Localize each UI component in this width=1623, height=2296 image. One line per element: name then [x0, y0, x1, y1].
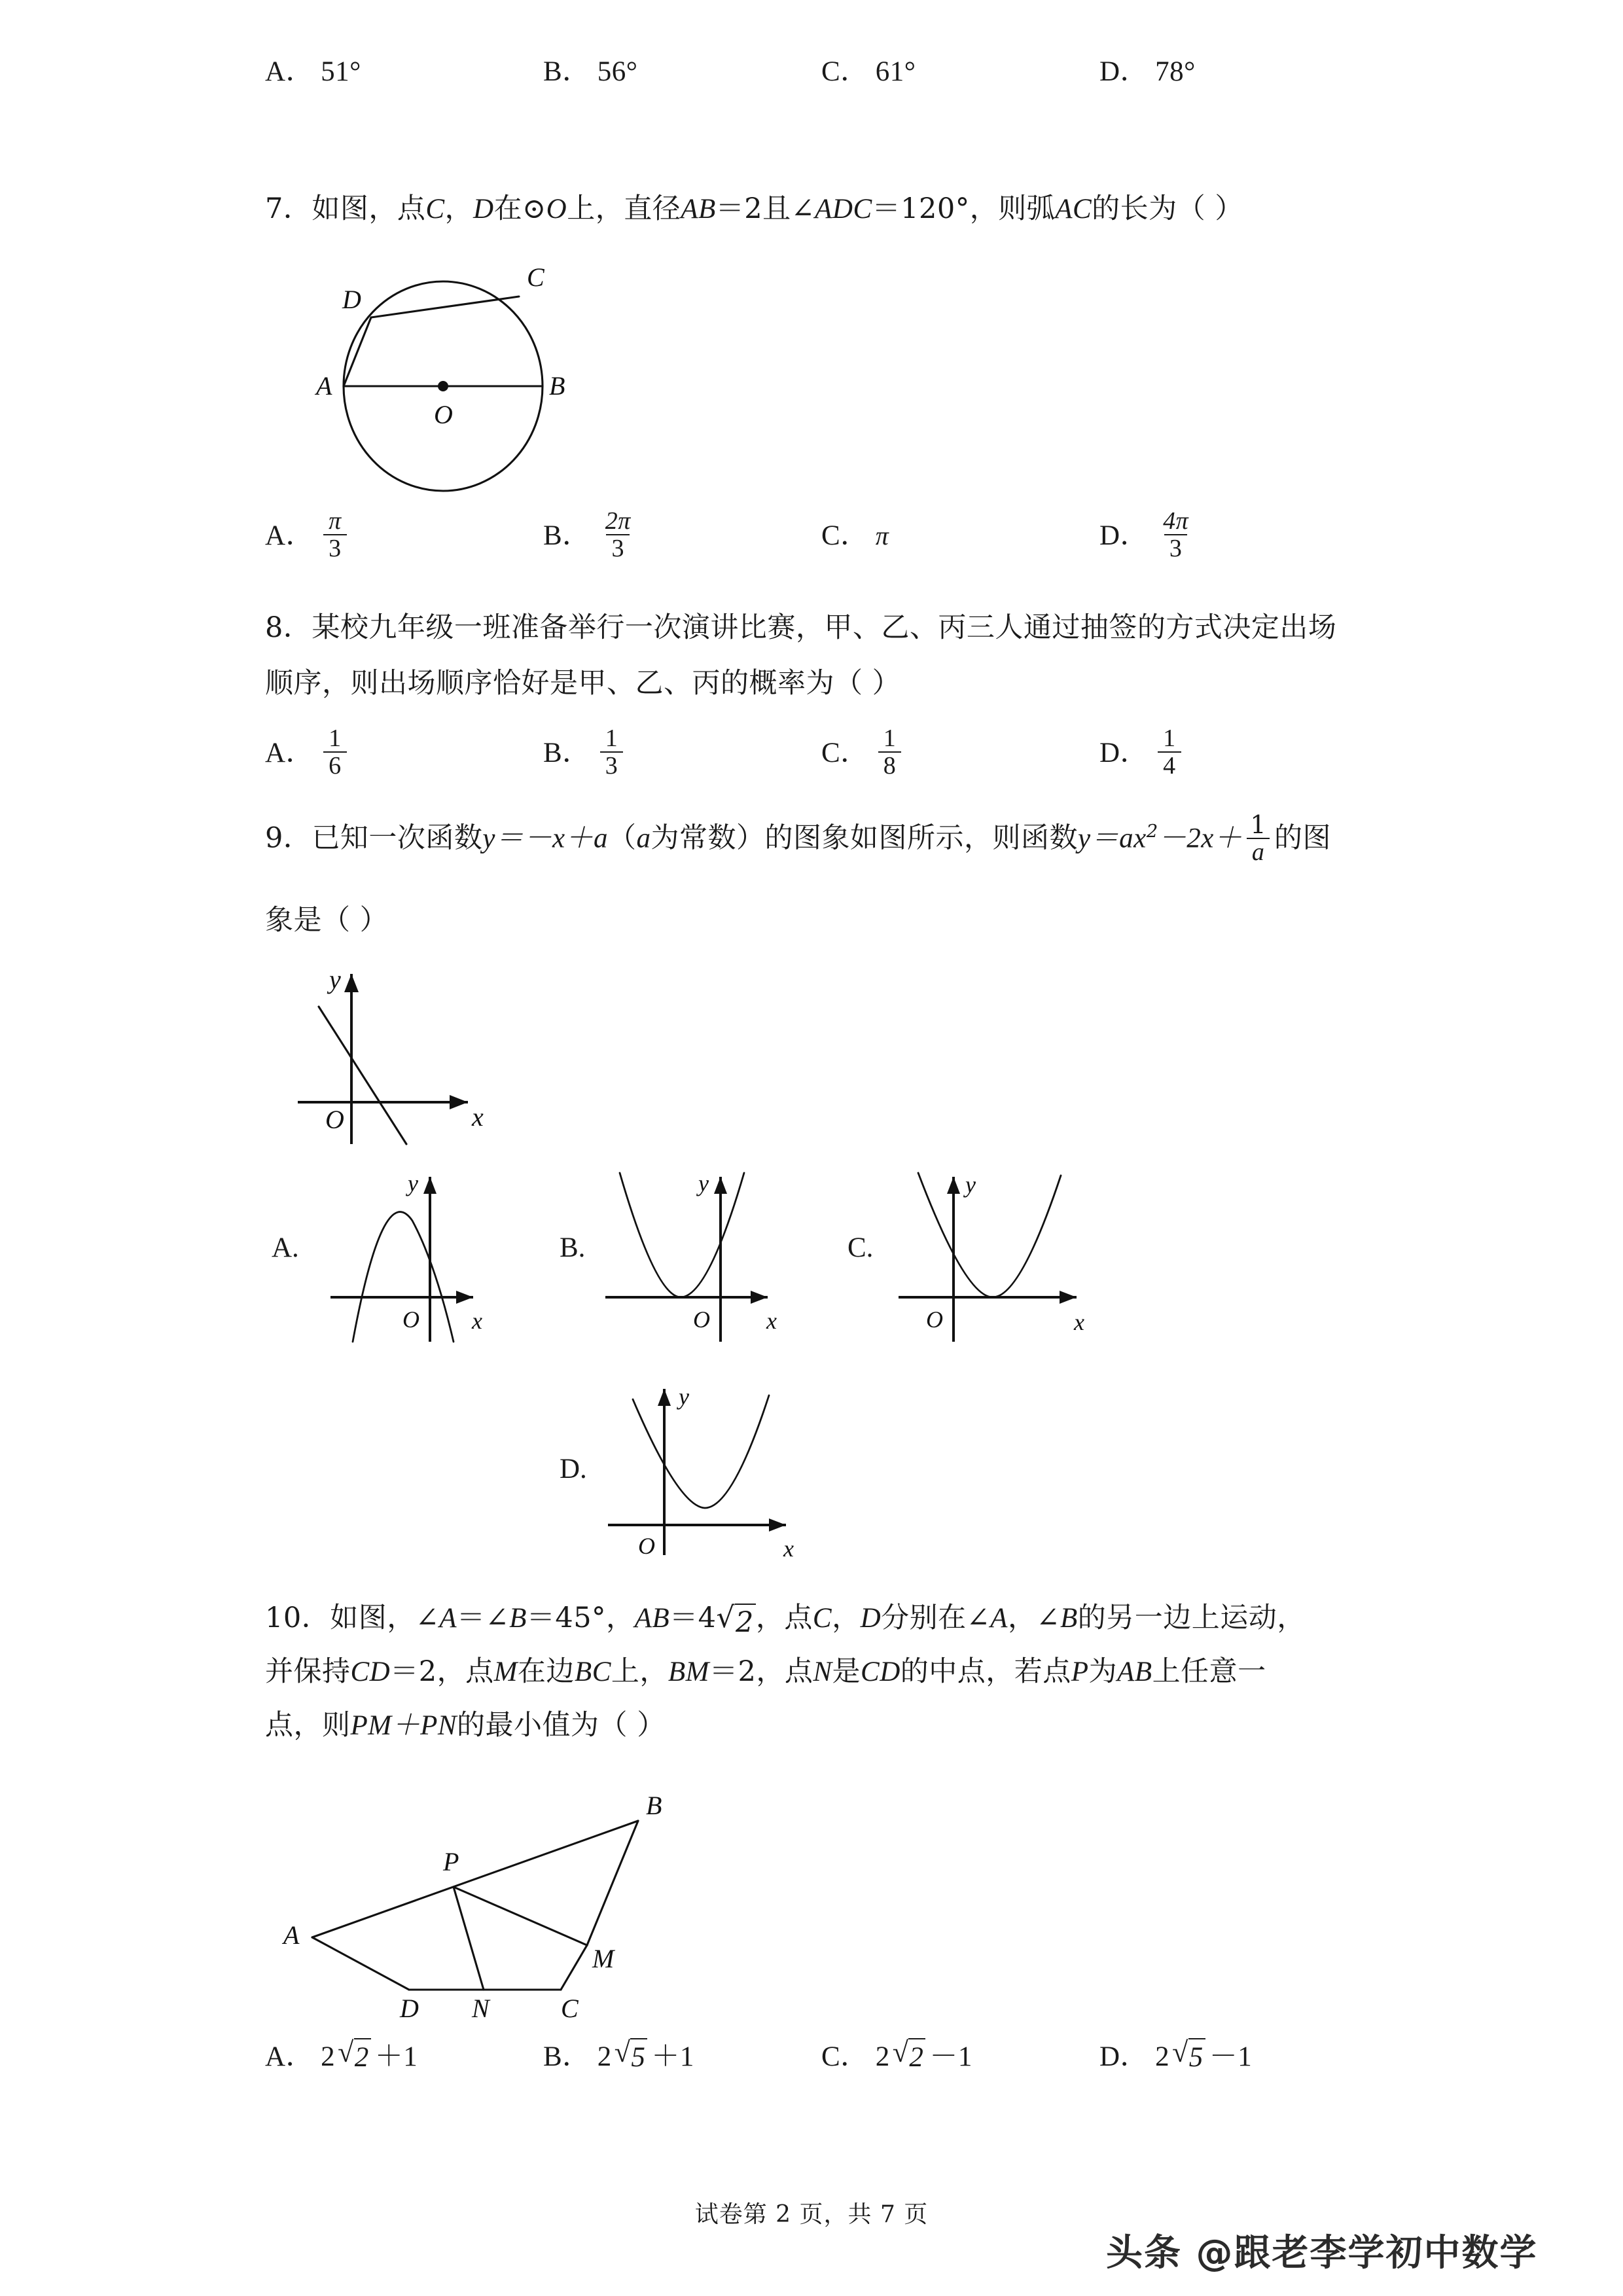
q8-option-c-denominator: 8 [878, 751, 902, 779]
q8-stem-text2: 顺序，则出场顺序恰好是甲、乙、丙的概率为（ ） [265, 667, 901, 700]
q10-option-c-tail: －1 [929, 2041, 972, 2072]
q10-sqrt-2 [716, 1601, 755, 1641]
q9-option-c-origin-label: O [926, 1306, 943, 1333]
q8-number: 8． [265, 611, 312, 644]
q9-stem-part4: 的图 [1274, 821, 1331, 855]
q10-l2-eq1: ＝2，点 [390, 1655, 494, 1688]
q10-option-c-coefficient: 2 [875, 2041, 890, 2072]
q10-seg-ab: AB [634, 1603, 670, 1634]
q6-option-a-label: A． [265, 56, 315, 87]
q7-point-d: D [473, 194, 494, 224]
q10-label-A: A [283, 1920, 300, 1950]
q7-options-row [265, 509, 1378, 564]
q7-option-b-fraction [600, 508, 636, 562]
q6-option-b-label: B． [543, 56, 591, 87]
q9-given-x-label: x [472, 1102, 484, 1132]
q10-point-m: M [493, 1657, 518, 1687]
q9-option-a-origin-label: O [402, 1306, 419, 1333]
q9-option-d-y-label: y [679, 1384, 689, 1410]
q8-stem-text1: 某校九年级一班准备举行一次演讲比赛，甲、乙、丙三人通过抽签的方式决定出场 [312, 611, 1337, 644]
q10-option-a-tail: ＋1 [374, 2041, 418, 2072]
q9-given-graph [278, 948, 540, 1151]
q10-option-d[interactable] [1099, 2034, 1378, 2080]
q8-option-a-label: A． [265, 738, 315, 769]
q7-figure [272, 245, 638, 501]
q8-option-c-label: C． [821, 738, 869, 769]
q8-option-c-numerator: 1 [883, 725, 897, 752]
q9-given-y-label: y [329, 965, 341, 994]
q7-stem-part5: 且∠ [762, 192, 815, 225]
q7-stem-part6: ，则弧 [969, 192, 1056, 225]
q10-seg-bc: BC [574, 1657, 611, 1687]
q10-point-n: N [813, 1657, 832, 1687]
q10-l1-part6: 的另一边上运动， [1077, 1602, 1306, 1634]
q8-option-b-denominator: 3 [600, 751, 624, 779]
q7-label-C: C [527, 262, 544, 292]
q10-point-p: P [1071, 1657, 1089, 1687]
q10-label-D: D [400, 1994, 419, 2023]
q7-val-120: 120° [901, 192, 970, 225]
q6-option-d-value: 78° [1155, 56, 1196, 87]
q7-option-b-denominator: 3 [606, 534, 630, 562]
q10-seg-cd2: CD [861, 1657, 901, 1687]
q10-label-B: B [646, 1791, 662, 1820]
q9-option-b-origin-label: O [693, 1306, 710, 1333]
q7-option-d-numerator: 4π [1163, 507, 1189, 535]
q7-option-c-label: C． [821, 520, 869, 552]
q7-stem-part1: 如图，点 [312, 192, 426, 225]
q8-option-d-label: D． [1099, 738, 1149, 769]
q6-option-c-label: C． [821, 56, 869, 87]
q10-option-c-radical-sign: √ [892, 2036, 909, 2069]
q10-option-b-tail: ＋1 [651, 2041, 694, 2072]
q7-point-c: C [425, 194, 445, 224]
q7-val-2: 2 [744, 192, 763, 225]
q9-stem-line2 [265, 898, 388, 944]
q10-option-b-coefficient: 2 [597, 2041, 612, 2072]
q10-l1-part5: ，∠ [1007, 1602, 1060, 1634]
q10-l1-part4: 分别在∠ [881, 1602, 991, 1634]
q6-option-b-value: 56° [597, 56, 638, 87]
q10-option-d-radical-sign: √ [1172, 2036, 1188, 2069]
q10-l3-part2: 的最小值为（ ） [457, 1709, 666, 1742]
q7-option-d-label: D． [1099, 520, 1149, 552]
q9-quad-fraction [1245, 812, 1272, 866]
q7-option-b-label: B． [543, 520, 591, 552]
q6-option-a[interactable] [265, 49, 543, 95]
page-footer: 试卷第 2 页，共 7 页 [694, 2201, 929, 2228]
q10-option-a-coefficient: 2 [321, 2041, 336, 2072]
q10-option-a-sqrt [338, 2038, 371, 2075]
q9-option-c-label: C. [847, 1232, 874, 1263]
q10-option-b-radical-sign: √ [614, 2036, 631, 2069]
q10-radical-sign: √ [716, 1601, 736, 1634]
q9-quad-exponent: 2 [1146, 820, 1158, 842]
q10-l2-part1: 并保持 [265, 1655, 351, 1688]
q8-option-b[interactable] [543, 726, 821, 781]
q6-option-d-label: D． [1099, 56, 1149, 87]
q10-option-a[interactable] [265, 2034, 543, 2080]
q9-option-d-origin-label: O [638, 1533, 655, 1559]
q10-l2-part7: 上任意一 [1152, 1655, 1266, 1688]
q10-option-c-radicand: 2 [908, 2038, 925, 2075]
q7-stem-part4: 上，直径 [567, 192, 681, 225]
q8-option-a[interactable] [265, 726, 543, 781]
q7-stem-part7: 的长为（ ） [1092, 192, 1243, 225]
q10-l1-part1: 如图，∠ [330, 1602, 440, 1634]
q10-option-d-tail: －1 [1209, 2041, 1253, 2072]
q9-option-a-x-label: x [472, 1308, 482, 1334]
q10-angle-a2: A [990, 1603, 1008, 1634]
q9-option-d-label: D. [560, 1454, 587, 1484]
q10-l2-part5: 的中点，若点 [900, 1655, 1071, 1688]
q10-number: 10． [265, 1602, 330, 1634]
q6-option-b[interactable] [543, 49, 821, 95]
q8-option-d-denominator: 4 [1158, 751, 1181, 779]
q10-l1-part2: ，点 [755, 1602, 813, 1634]
q8-stem-line1 [265, 605, 1391, 651]
q6-option-c[interactable] [821, 49, 1099, 95]
q7-option-d-fraction [1158, 508, 1194, 562]
q9-frac-numerator: 1 [1250, 810, 1266, 839]
q9-option-a-label: A. [272, 1232, 299, 1263]
q7-option-a-denominator: 3 [323, 534, 347, 562]
q10-option-c-label: C． [821, 2041, 869, 2072]
q7-label-B: B [549, 371, 565, 401]
q7-stem [265, 187, 1391, 232]
q7-center-o: O [546, 194, 567, 224]
q10-l1-part3: ， [832, 1602, 861, 1634]
q10-stem-line2 [265, 1649, 1397, 1695]
q8-option-c[interactable] [821, 726, 1099, 781]
q10-l2-eq2: ＝2，点 [709, 1655, 813, 1688]
q10-option-a-label: A． [265, 2041, 315, 2072]
q8-option-a-denominator: 6 [323, 751, 347, 779]
q9-quad-part-a: y＝ax [1078, 823, 1147, 854]
q7-option-a-label: A． [265, 520, 315, 552]
q7-stem-comma: ， [444, 192, 474, 225]
q8-option-d-fraction [1158, 725, 1181, 780]
q9-option-c-x-label: x [1074, 1309, 1084, 1335]
q6-option-c-value: 61° [875, 56, 916, 87]
q7-stem-part3: 在⊙ [493, 192, 546, 225]
q10-label-P: P [443, 1847, 459, 1876]
q9-given-origin-label: O [325, 1105, 344, 1134]
q6-option-d[interactable] [1099, 49, 1378, 95]
q7-angle-adc: ADC [815, 194, 872, 224]
q9-option-b-label: B. [560, 1232, 586, 1263]
q7-eq2: ＝ [872, 192, 901, 225]
q10-options-row [265, 2034, 1378, 2080]
q10-l1-eq3: ＝4 [669, 1602, 717, 1634]
q7-option-b[interactable] [543, 509, 821, 564]
q10-seg-ab2: AB [1117, 1657, 1152, 1687]
q7-option-a[interactable] [265, 509, 543, 564]
q9-frac-denominator: a [1247, 838, 1270, 865]
q10-stem-line1 [265, 1596, 1397, 1641]
q9-option-d-x-label: x [783, 1535, 794, 1562]
q10-option-c[interactable] [821, 2034, 1099, 2080]
q10-l2-part2: 在边 [517, 1655, 575, 1688]
q10-figure [265, 1767, 723, 2022]
q8-option-a-numerator: 1 [329, 725, 342, 752]
q7-label-D: D [342, 285, 361, 314]
q7-option-a-fraction [323, 508, 347, 562]
q8-option-a-fraction [323, 725, 347, 780]
q7-number: 7． [265, 192, 312, 225]
q10-option-b-radicand: 5 [630, 2038, 647, 2075]
q7-option-d-denominator: 3 [1164, 534, 1188, 562]
q10-option-d-radicand: 5 [1188, 2038, 1205, 2075]
q7-option-c[interactable] [821, 509, 1099, 564]
q9-option-b-x-label: x [766, 1308, 777, 1334]
q10-radicand: 2 [735, 1604, 756, 1641]
q8-option-d[interactable] [1099, 726, 1378, 781]
q9-number: 9． [265, 821, 312, 855]
q10-l1-eq2: ＝45°， [526, 1602, 635, 1634]
q10-l3-part1: 点，则 [265, 1709, 351, 1742]
q10-option-d-coefficient: 2 [1155, 2041, 1170, 2072]
q7-option-a-numerator: π [329, 507, 342, 535]
q9-linear-function: y＝－x＋a [482, 823, 609, 854]
q10-option-b-label: B． [543, 2041, 591, 2072]
q10-angle-a: A [439, 1603, 457, 1634]
q10-l2-part6: 为 [1088, 1655, 1118, 1688]
q7-label-A: A [316, 371, 332, 401]
q9-stem-part3: 为常数）的图象如图所示，则函数 [651, 821, 1079, 855]
q6-option-a-value: 51° [321, 56, 361, 87]
q10-angle-b2: B [1060, 1603, 1078, 1634]
q7-option-d[interactable] [1099, 509, 1378, 564]
q7-eq1: ＝ [715, 192, 745, 225]
q7-option-b-numerator: 2π [605, 507, 631, 535]
q10-point-d: D [860, 1603, 882, 1634]
q10-option-b[interactable] [543, 2034, 821, 2080]
q8-option-b-label: B． [543, 738, 591, 769]
q9-option-a-y-label: y [408, 1170, 418, 1196]
q9-stem-line1 [265, 810, 1391, 867]
q10-l2-part3: 上， [611, 1655, 668, 1688]
q10-label-C: C [561, 1994, 579, 2023]
q10-label-M: M [592, 1944, 615, 1973]
q8-option-b-fraction [600, 725, 624, 780]
q10-option-d-sqrt [1172, 2038, 1205, 2075]
q10-expr-pm-pn: PM＋PN [350, 1710, 457, 1741]
q10-angle-b: B [509, 1603, 527, 1634]
q10-option-b-sqrt [615, 2038, 648, 2075]
q10-stem-line3 [265, 1703, 1397, 1749]
q10-point-c: C [812, 1603, 832, 1634]
q8-stem-line2 [265, 661, 1391, 707]
q7-seg-ab: AB [681, 194, 716, 224]
q10-seg-bm: BM [668, 1657, 709, 1687]
q9-paren-open: （ [608, 821, 637, 855]
q10-option-a-radicand: 2 [354, 2038, 371, 2075]
q9-quad-part-b: －2x＋ [1158, 823, 1243, 854]
q6-options-row [265, 49, 1378, 95]
q8-option-d-numerator: 1 [1163, 725, 1176, 752]
q8-option-b-numerator: 1 [605, 725, 618, 752]
q9-option-b-y-label: y [698, 1170, 709, 1196]
watermark-brand: 头条 @跟老李学初中数学 [1106, 2232, 1538, 2274]
q10-option-c-sqrt [893, 2038, 926, 2075]
q8-option-c-fraction [878, 725, 902, 780]
q10-label-N: N [472, 1994, 490, 2023]
q10-l1-eq1: ＝∠ [457, 1602, 510, 1634]
q10-l2-part4: 是 [832, 1655, 861, 1688]
q7-label-O: O [434, 400, 453, 429]
q9-const-a: a [636, 823, 651, 854]
q10-seg-cd: CD [350, 1657, 391, 1687]
q9-option-c-y-label: y [965, 1172, 976, 1198]
q10-option-d-label: D． [1099, 2041, 1149, 2072]
q9-stem-part1: 已知一次函数 [312, 821, 483, 855]
q9-stem-text2: 象是（ ） [265, 904, 389, 937]
q7-option-c-value: π [875, 520, 889, 550]
q7-arc-ac: AC [1055, 194, 1092, 224]
q8-options-row [265, 726, 1378, 781]
q10-option-a-radical-sign: √ [338, 2036, 354, 2069]
